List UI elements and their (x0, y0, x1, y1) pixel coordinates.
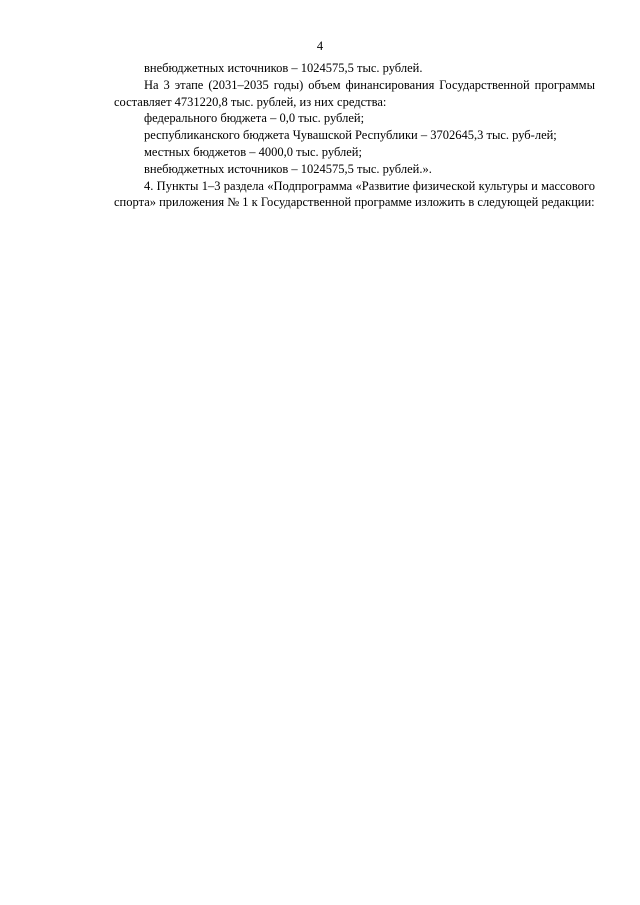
paragraph-extrabudgetary-stage3: внебюджетных источников – 1024575,5 тыс. рублей.». (144, 161, 432, 176)
paragraph-federal-budget: федерального бюджета – 0,0 тыс. рублей; (144, 111, 365, 126)
paragraph-stage3-funding: На 3 этапе (2031–2035 годы) объем финансирования Государственной программы составляет 4731220,8 тыс. рублей, из них средства: (114, 77, 595, 109)
paragraph-item-4: 4. Пункты 1–3 раздела «Подпрограмма «Развитие физической культуры и массового спорта» приложения № 1 к Государственной программе изложить в следующей редакции: (114, 178, 595, 210)
page-number: 4 (316, 39, 324, 53)
paragraph-local-budgets: местных бюджетов – 4000,0 тыс. рублей; (144, 144, 362, 159)
paragraph-extrabudgetary-stage2: внебюджетных источников – 1024575,5 тыс. рублей. (144, 61, 423, 75)
paragraph-republican-budget: республиканского бюджета Чувашской Республики – 3702645,3 тыс. руб-лей; (144, 128, 557, 143)
document-body (114, 60, 595, 211)
